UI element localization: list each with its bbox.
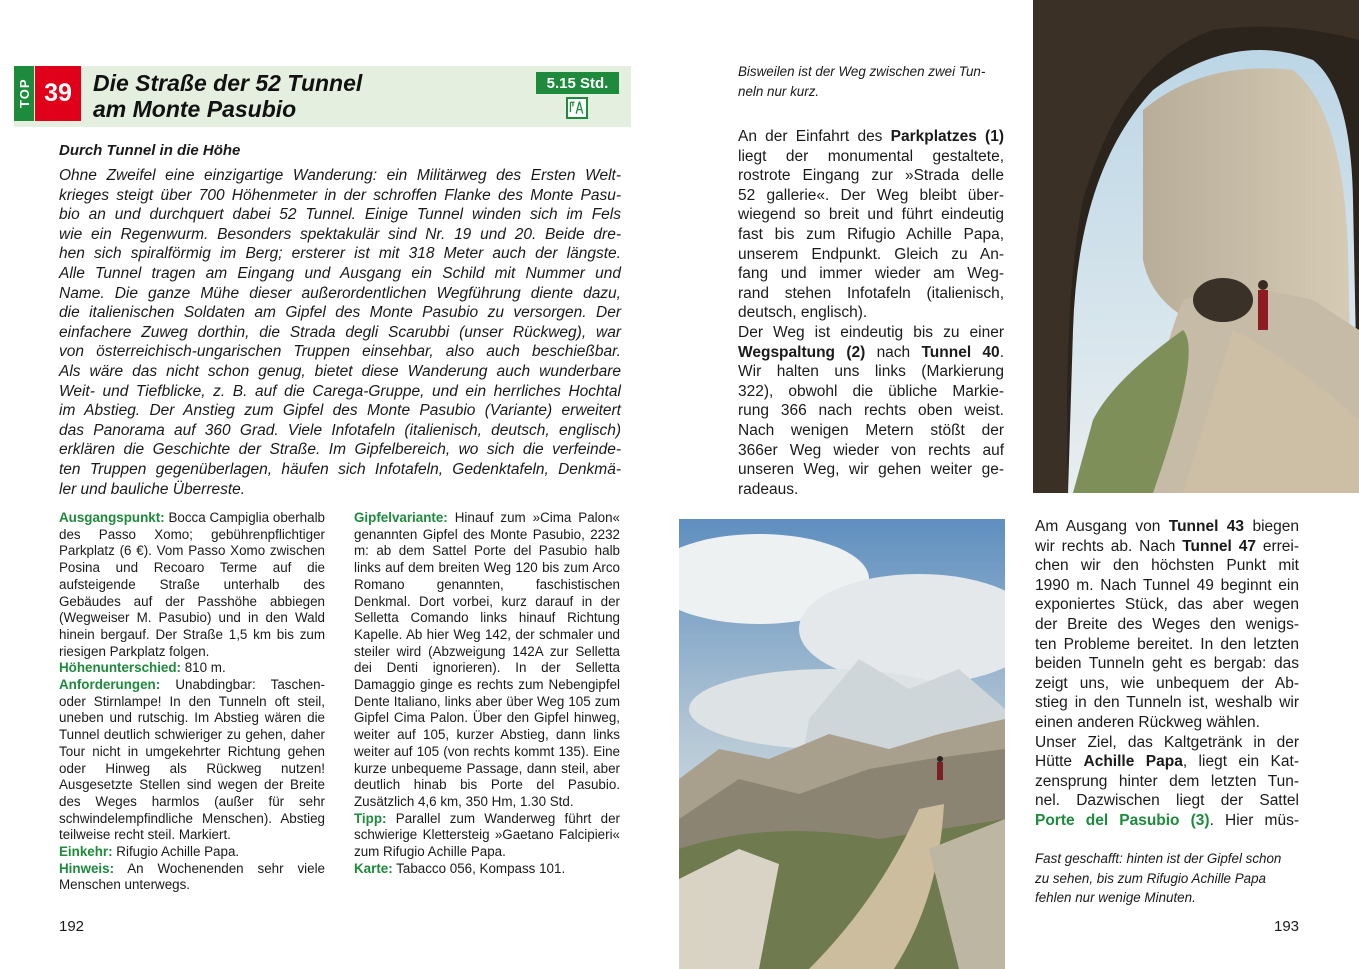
text-line <box>738 225 1004 245</box>
intro-line: die italienischen Soldaten am Gipfel des Monte Pasubio zu versorgen. Der <box>59 304 621 322</box>
text-span: Nach wenigen Metern stößt der <box>738 421 1004 439</box>
tour-title-line2: am Monte Pasubio <box>93 96 297 122</box>
intro-line: hen sich spiralförmig im Berg; ersterer ist mit 318 Meter auch der längste. <box>59 245 621 263</box>
text-line <box>738 127 1004 147</box>
tour-title-line1: Die Straße der 52 Tunnel <box>93 70 363 96</box>
intro-line: das Panorama auf 360 Grad. Viele Infotafeln (italienisch, deutsch, englisch) <box>59 421 621 439</box>
text-span: stieg in den Tunneln ist, weshalb wir <box>1035 694 1299 712</box>
text-line <box>1035 537 1299 557</box>
text-span: liegt der monumental gestaltete, <box>738 147 1004 165</box>
text-line <box>738 303 1004 323</box>
text-span: An der Einfahrt des <box>738 128 891 145</box>
top-label: TOP <box>17 78 32 108</box>
text-span: radeaus. <box>738 480 799 498</box>
info-entry <box>59 861 325 894</box>
intro-line: im Abstieg. Der Anstieg zum Gipfel des Monte Pasubio (Variante) erweitert <box>59 402 621 420</box>
text-span: Unser Ziel, das Kaltgetränk in der <box>1035 733 1299 751</box>
text-line <box>738 323 1004 343</box>
info-label: Einkehr: <box>59 844 113 860</box>
intro-line: ten Truppen gegenüberlagen, häufen sich Infotafeln, Gedenktafeln, Denkmä- <box>59 460 621 478</box>
text-span: unserem Endpunkt. Gleich zu An- <box>738 245 1004 263</box>
bold-term: Tunnel 47 <box>1182 537 1256 555</box>
info-entry <box>59 677 325 844</box>
intro-line: von österreichisch-ungarischen Truppen einsehbar, also auch beschießbar. <box>59 343 621 361</box>
text-line <box>1035 733 1299 753</box>
text-line <box>1035 791 1299 811</box>
text-span: 1990 m. Nach Tunnel 49 beginnt ein <box>1035 576 1299 594</box>
text-span: zensprung hinter dem letzten Tun- <box>1035 772 1299 790</box>
caption-line: zu sehen, bis zum Rifugio Achille Papa <box>1035 870 1266 886</box>
intro-line: ler und bauliche Überreste. <box>59 480 246 498</box>
photo-caption-top <box>738 62 1008 102</box>
intro-line: wie ein Regenwurm. Besonders spektakulär sind Nr. 19 und 20. Beide dre- <box>59 225 621 243</box>
text-span: rung 366 nach rechts oben weist. <box>738 402 1004 420</box>
text-span: nel. Dazwischen liegt der Sattel <box>1035 792 1299 810</box>
mountain-path-photo <box>679 519 1005 969</box>
intro-line: krieges steigt über 700 Höhenmeter in der schroffen Flanke des Monte Pasu- <box>59 186 621 204</box>
text-line <box>1035 595 1299 615</box>
caption-line: Bisweilen ist der Weg zwischen zwei Tun- <box>738 64 986 79</box>
text-span: fast bis zum Rifugio Achille Papa, <box>738 225 1004 243</box>
intro-line: bio an und durchquert dabei 52 Tunnel. Einige Tunnel winden sich im Fels <box>59 206 621 224</box>
text-line <box>738 343 1004 363</box>
photo-caption-bottom <box>1035 849 1305 908</box>
intro-paragraph <box>59 166 621 499</box>
info-label: Höhenunterschied: <box>59 660 182 676</box>
text-line <box>1035 674 1299 694</box>
info-label: Gipfelvariante: <box>354 510 448 525</box>
bold-term: Porte del Pasubio (3) <box>1035 811 1210 829</box>
info-text: Unabdingbar: Taschen- oder Stirnlampe! In den Tunneln oft steil, uneben und rutschig. Im Abstieg wären die Tunnel deutlich schwieriger zu gehen, daher Tour nicht in umgekehrter Richtung gehen oder Hinweg als Rückweg nutzen! Ausgesetzte Stellen sind wegen der Breite des Weges harmlos (außer für sehr schwindelempfindliche Menschen). Abstieg teilweise recht steil. Markiert. <box>59 677 325 843</box>
info-column-left <box>59 510 325 894</box>
text-span: 322), obwohl die übliche Markie- <box>738 382 1004 400</box>
text-span: 52 gallerie«. Der Weg bleibt über- <box>738 186 1004 204</box>
info-text: Bocca Campiglia oberhalb des Passo Xomo; gebührenpflichtiger Parkplatz (6 €). Vom Passo Xomo zwischen Posina und Recoaro Terme auf die aufsteigende Straße unterhalb des Gebäudes auf der Passhöhe abbiegen (Wegweiser M. Pasubio) und in den Wald hinein bergauf. Der Straße 1,5 km bis zum riesigen Parkplatz folgen. <box>59 510 325 659</box>
info-text: Tabacco 056, Kompass 101. <box>392 860 566 876</box>
text-span: unseren Weg, wir gehen weiter ge- <box>738 461 1004 479</box>
text-span: wiegend so breit und führt eindeutig <box>738 206 1004 224</box>
intro-line: Alle Tunnel tragen am Eingang und Ausgang ein Schild mit Nummer und <box>59 264 621 282</box>
caption-line: neln nur kurz. <box>738 84 820 99</box>
intro-line: Weit- und Tiefblicke, z. B. auf die Carega-Gruppe, und ein herrliches Hochtal <box>59 382 621 400</box>
caption-line: Fast geschafft: hinten ist der Gipfel schon <box>1035 851 1282 866</box>
text-line <box>1035 635 1299 655</box>
bold-term: Achille Papa <box>1083 753 1183 771</box>
info-entry <box>354 510 620 811</box>
duration-badge: 5.15 Std. <box>536 72 619 94</box>
info-label: Hinweis: <box>59 860 115 876</box>
info-entry <box>59 844 325 861</box>
hut-with-food-icon <box>566 97 588 119</box>
text-line <box>738 245 1004 265</box>
info-label: Anforderungen: <box>59 677 161 693</box>
text-line <box>738 205 1004 225</box>
text-span: einen anderen Rückweg wählen. <box>1035 713 1260 731</box>
text-line <box>738 421 1004 441</box>
text-line <box>738 166 1004 186</box>
text-span: . <box>999 343 1004 361</box>
text-line <box>1035 693 1299 713</box>
text-line <box>738 186 1004 206</box>
info-text: Hinauf zum »Cima Palon« genannten Gipfel des Monte Pasubio, 2232 m: ab dem Sattel Porte del Pasubio halb links auf dem breiten Weg 120 bis zum Arco Romano genannten, faschistischen Denkmal. Dort vorbei, kurz darauf in der Selletta Comando links hinauf Richtung Kapelle. Ab hier Weg 142, der schmaler und steiler wird (Abzweigung 142A zur Selletta dei Denti ignorieren). In der Selletta Damaggio ginge es rechts zum Nebengipfel Dente Italiano, links aber über Weg 105 zum Gipfel Cima Palon. Über den Gipfel hinweg, weiter auf 105, kurzer Abstieg, dann links weiter auf 105 (von rechts kommt 135). Eine kurze unbequeme Passage, dann steil, aber deutlich hinab bis Porte del Pasubio. Zusätzlich 4,6 km, 350 Hm, 1.30 Std. <box>354 510 620 809</box>
text-line <box>1035 752 1299 772</box>
info-label: Karte: <box>354 860 393 876</box>
intro-line: erklären die Geschichte der Straße. Im Gipfelbereich, wo sich die verfeinde- <box>59 441 621 459</box>
text-line <box>738 401 1004 421</box>
text-span: zeigt uns, wie unbequem der Ab- <box>1035 674 1299 692</box>
bold-term: Parkplatzes (1) <box>890 128 1004 145</box>
info-column-right <box>354 510 620 877</box>
info-entry <box>354 811 620 861</box>
text-span: errei- <box>1255 537 1300 555</box>
text-line <box>738 264 1004 284</box>
text-span: beiden Tunneln geht es bergab: das <box>1035 655 1299 673</box>
text-span: 366er Weg wieder von rechts auf <box>738 441 1004 459</box>
text-line <box>738 284 1004 304</box>
info-entry <box>59 660 325 677</box>
text-line <box>1035 713 1299 733</box>
text-span: der Breite des Weges den wenigs- <box>1035 615 1299 633</box>
text-line <box>738 147 1004 167</box>
text-line <box>1035 556 1299 576</box>
info-label: Tipp: <box>354 810 387 826</box>
text-line <box>1035 576 1299 596</box>
text-line <box>1035 811 1299 831</box>
text-span: fang und immer wieder am Weg- <box>738 265 1004 283</box>
text-line <box>1035 517 1299 537</box>
tunnel-photo <box>1033 0 1359 493</box>
text-span: nach <box>865 343 922 361</box>
intro-line: Name. Die ganze Mühe dieser außerordentlichen Wegführung diente dazu, <box>59 284 621 302</box>
text-span: , liegt ein Kat- <box>1182 753 1299 771</box>
info-entry <box>59 510 325 660</box>
info-entry <box>354 861 620 878</box>
intro-line: Ohne Zweifel eine einzigartige Wanderung: ein Militärweg des Ersten Welt- <box>59 167 621 184</box>
text-line <box>738 441 1004 461</box>
bold-term: Wegspaltung (2) <box>738 343 866 361</box>
text-line <box>1035 615 1299 635</box>
text-span: chen wir den höchsten Punkt mit <box>1035 557 1299 575</box>
info-text: Rifugio Achille Papa. <box>112 844 240 860</box>
text-span: rostrote Eingang zur »Strada delle <box>738 167 1004 185</box>
text-span: . Hier müs- <box>1209 811 1299 829</box>
page-number-right: 193 <box>1274 918 1300 935</box>
text-line <box>1035 772 1299 792</box>
text-line <box>738 362 1004 382</box>
text-span: wir rechts ab. Nach <box>1035 537 1183 555</box>
text-line <box>738 382 1004 402</box>
text-line <box>738 480 1004 500</box>
info-text: Parallel zum Wanderweg führt der schwierige Klettersteig »Gaetano Falcipieri« zum Rifugio Achille Papa. <box>354 810 620 860</box>
text-span: Am Ausgang von <box>1035 518 1169 535</box>
text-span: Wir halten uns links (Markierung <box>738 363 1004 381</box>
route-text-2 <box>1035 517 1299 831</box>
text-span: rand stehen Infotafeln (italienisch, <box>738 284 1004 302</box>
subtitle: Durch Tunnel in die Höhe <box>59 142 241 159</box>
info-text: An Wochenenden sehr viele Menschen unterwegs. <box>59 860 325 893</box>
bold-term: Tunnel 43 <box>1168 518 1245 535</box>
info-text: 810 m. <box>181 660 226 676</box>
bold-term: Tunnel 40 <box>921 343 1000 361</box>
page-number-left: 192 <box>59 918 85 935</box>
text-span: deutsch, englisch). <box>738 304 868 322</box>
info-label: Ausgangspunkt: <box>59 510 165 525</box>
text-line <box>1035 654 1299 674</box>
tour-title <box>93 70 362 122</box>
intro-line: Als wäre das nicht schon genug, bietet diese Wanderung auch wunderbare <box>59 362 621 380</box>
route-text-1 <box>738 127 1004 499</box>
text-span: ten Probleme bereitet. In den letzten <box>1035 635 1299 653</box>
text-span: Der Weg ist eindeutig bis zu einer <box>738 323 1004 341</box>
tour-number-badge: 39 <box>35 66 81 121</box>
intro-line: einfachere Zuweg dorthin, die Strada degli Scarubbi (unser Rückweg), war <box>59 323 621 341</box>
text-span: Hütte <box>1035 753 1084 771</box>
text-span: biegen <box>1244 518 1300 535</box>
top-tab <box>14 66 34 121</box>
caption-line: fehlen nur wenige Minuten. <box>1035 890 1196 905</box>
text-line <box>738 460 1004 480</box>
text-span: exponiertes Stück, das aber wegen <box>1035 596 1299 614</box>
